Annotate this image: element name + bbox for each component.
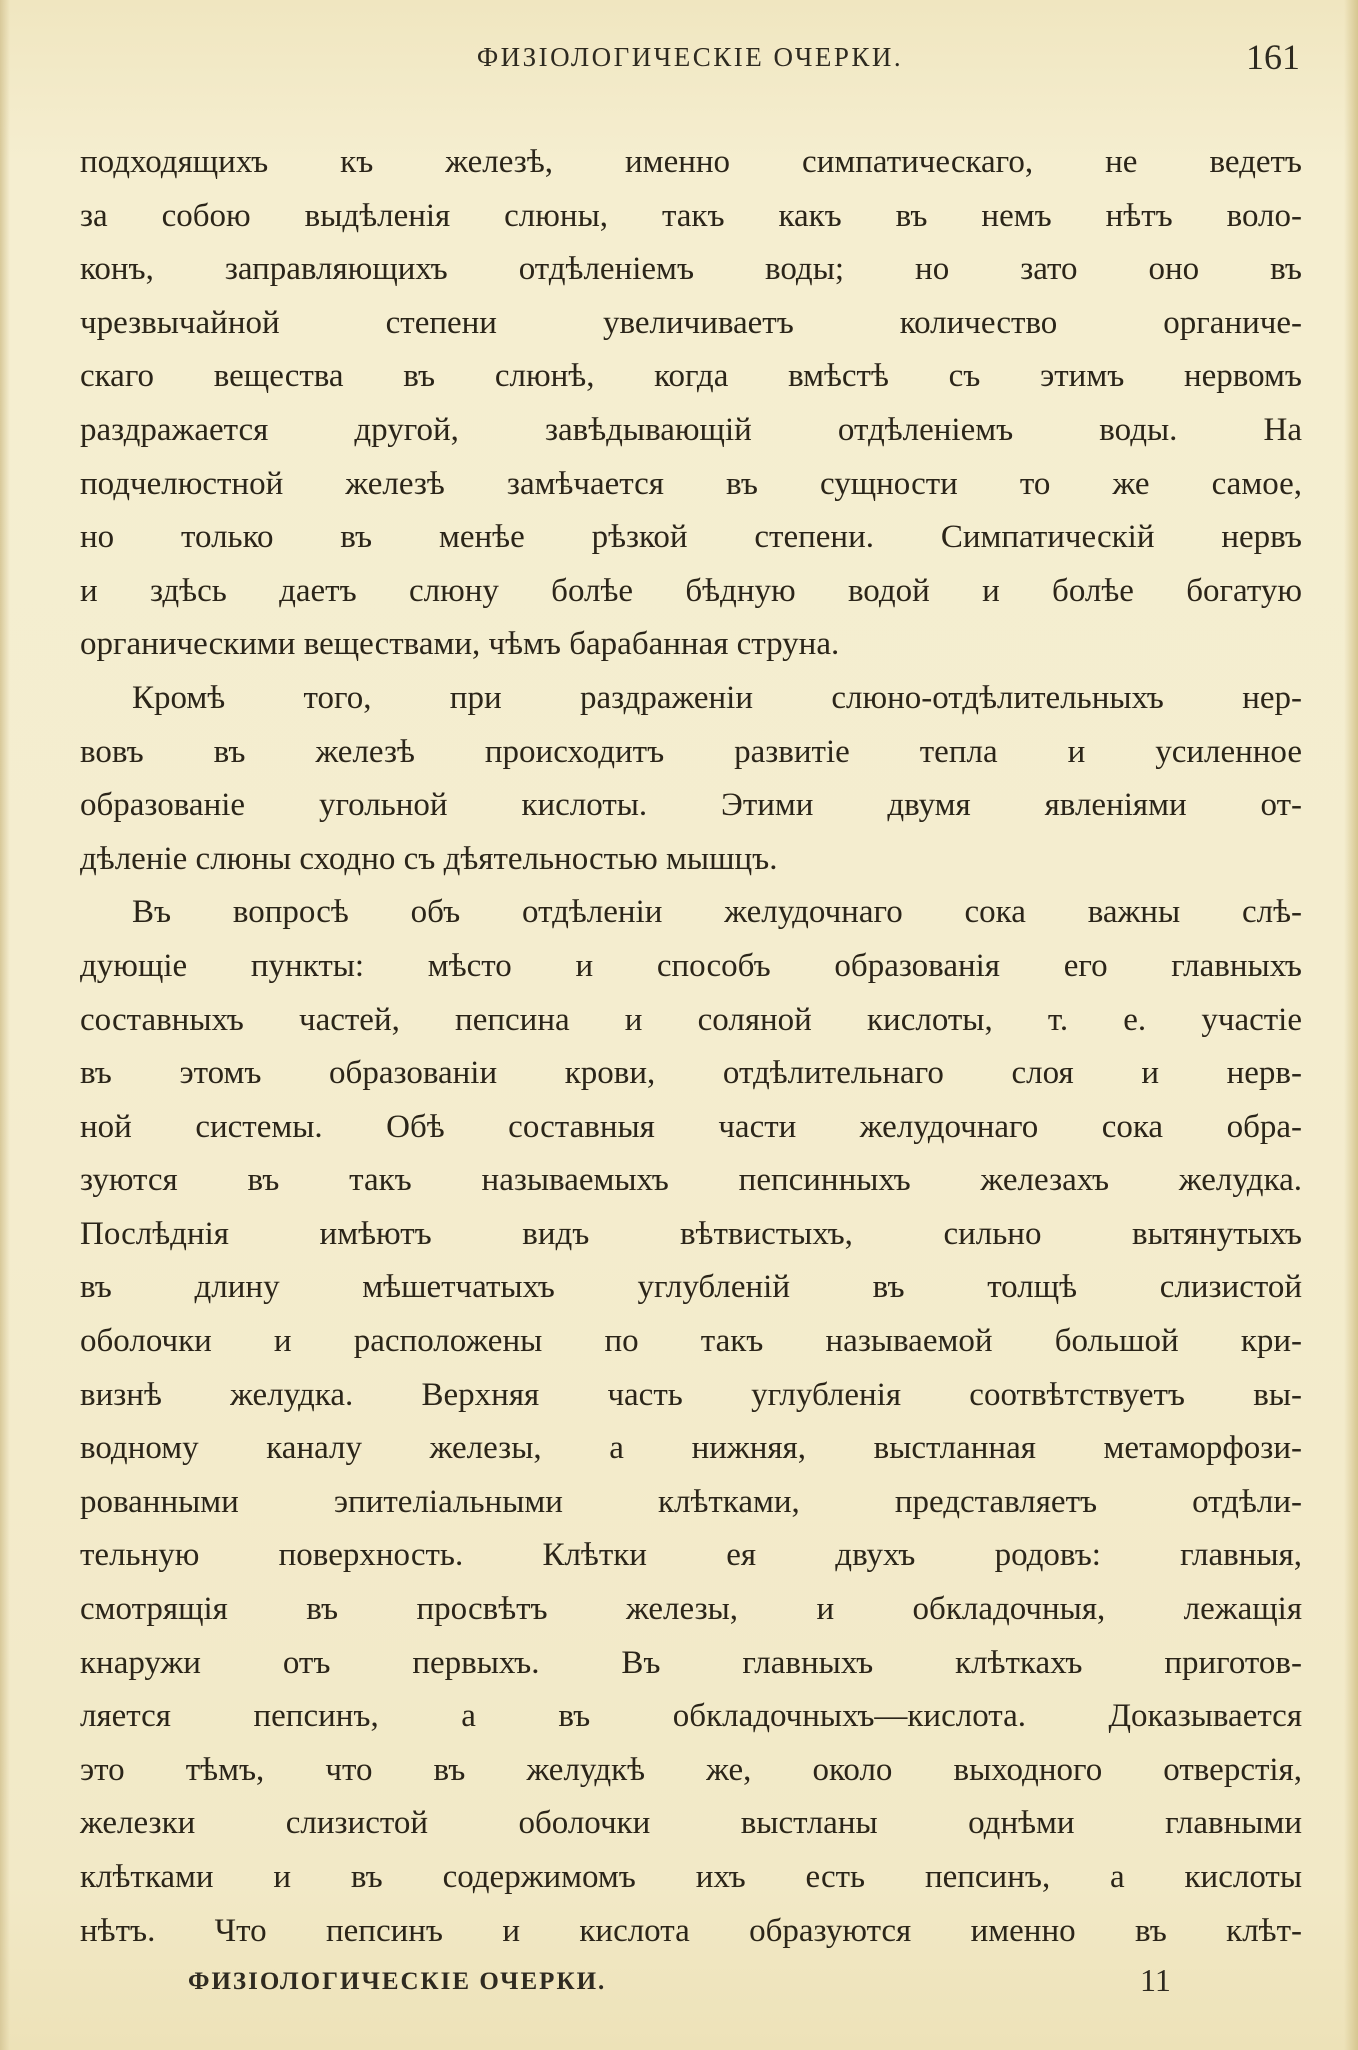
paragraph-start-line: Въ вопросѣ объ отдѣленіи желудочнаго сока важны слѣ-	[132, 894, 1302, 931]
text-line: клѣтками и въ содержимомъ ихъ есть пепсинъ, а кислоты	[80, 1859, 1302, 1895]
text-line: составныхъ частей, пепсина и соляной кислоты, т. е. участіе	[80, 1001, 1302, 1038]
text-line: скаго вещества въ слюнѣ, когда вмѣстѣ съ этимъ нервомъ	[80, 358, 1302, 395]
text-line: рованными эпителіальными клѣтками, представляетъ отдѣли-	[80, 1483, 1302, 1520]
text-line: вовъ въ железѣ происходитъ развитіе тепла и усиленное	[80, 733, 1302, 770]
text-line: но только въ менѣе рѣзкой степени. Симпатическій нервъ	[80, 519, 1302, 556]
page-footer	[80, 1964, 1300, 2008]
text-line: кнаружи отъ первыхъ. Въ главныхъ клѣткахъ приготов-	[80, 1644, 1302, 1681]
text-line: подходящихъ къ железѣ, именно симпатическаго, не ведетъ	[80, 144, 1302, 180]
text-line: и здѣсь даетъ слюну болѣе бѣдную водой и болѣе богатую	[80, 572, 1302, 609]
page-header	[80, 34, 1300, 84]
text-line: образованіе угольной кислоты. Этими двумя явленіями от-	[80, 787, 1302, 824]
text-line: ляется пепсинъ, а въ обкладочныхъ—кислота. Доказывается	[80, 1698, 1302, 1735]
text-line: зуются въ такъ называемыхъ пепсинныхъ железахъ желудка.	[80, 1162, 1302, 1199]
text-line: водному каналу железы, а нижняя, выстланная метаморфози-	[80, 1430, 1302, 1467]
text-line: дѣленіе слюны сходно съ дѣятельностью мышцъ.	[80, 840, 778, 877]
running-title: ФИЗІОЛОГИЧЕСКІЕ ОЧЕРКИ.	[476, 42, 904, 72]
page-number: 161	[1246, 37, 1300, 77]
text-line: въ этомъ образованіи крови, отдѣлительнаго слоя и нерв-	[80, 1055, 1302, 1092]
text-line: ной системы. Обѣ составныя части желудочнаго сока обра-	[80, 1108, 1302, 1145]
text-line: тельную поверхность. Клѣтки ея двухъ родовъ: главныя,	[80, 1537, 1302, 1574]
text-line: конъ, заправляющихъ отдѣленіемъ воды; но зато оно въ	[80, 251, 1302, 288]
paragraph-start-line: Кромѣ того, при раздраженіи слюно-отдѣлительныхъ нер-	[132, 679, 1302, 716]
sheet-number: 11	[1140, 1962, 1171, 1998]
signature-mark: ФИЗІОЛОГИЧЕСКІЕ ОЧЕРКИ.	[188, 1968, 607, 1995]
text-line: визнѣ желудка. Верхняя часть углубленія соотвѣтствуетъ вы-	[80, 1376, 1302, 1413]
text-line: нѣтъ. Что пепсинъ и кислота образуются именно въ клѣт-	[80, 1912, 1302, 1949]
body-text	[80, 136, 1302, 1958]
text-line: чрезвычайной степени увеличиваетъ количество органиче-	[80, 304, 1302, 341]
text-line: Послѣднія имѣютъ видъ вѣтвистыхъ, сильно вытянутыхъ	[80, 1215, 1302, 1252]
text-line: за собою выдѣленія слюны, такъ какъ въ немъ нѣтъ воло-	[80, 197, 1302, 234]
text-line: железки слизистой оболочки выстланы однѣми главными	[80, 1805, 1302, 1842]
text-line: органическими веществами, чѣмъ барабанная струна.	[80, 626, 840, 663]
text-line: это тѣмъ, что въ желудкѣ же, около выходного отверстія,	[80, 1751, 1302, 1788]
page-edge-left	[0, 0, 10, 2050]
text-line: дующіе пункты: мѣсто и способъ образованія его главныхъ	[80, 947, 1302, 984]
text-line: въ длину мѣшетчатыхъ углубленій въ толщѣ слизистой	[80, 1269, 1302, 1306]
text-line: раздражается другой, завѣдывающій отдѣленіемъ воды. На	[80, 411, 1302, 448]
text-line: оболочки и расположены по такъ называемой большой кри-	[80, 1323, 1302, 1360]
page-edge-right	[1344, 0, 1358, 2050]
text-line: подчелюстной железѣ замѣчается въ сущности то же самое,	[80, 465, 1302, 502]
text-line: смотрящія въ просвѣтъ железы, и обкладочныя, лежащія	[80, 1591, 1302, 1628]
